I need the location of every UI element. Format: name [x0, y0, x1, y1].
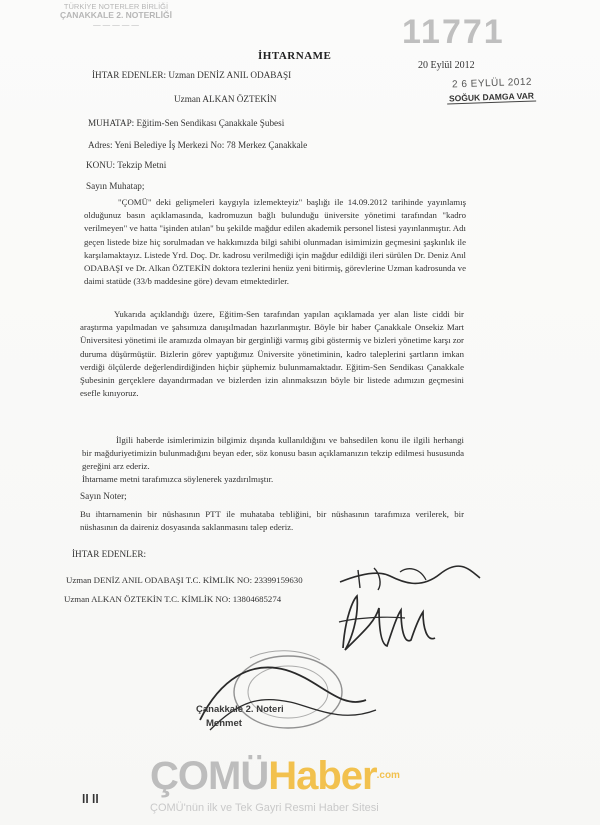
signatory-line-1: Uzman DENİZ ANIL ODABAŞI T.C. KİMLİK NO: 23399159630: [66, 575, 303, 585]
notary-stamp-line: TÜRKİYE NOTERLER BİRLİĞİ: [63, 2, 169, 11]
notary-stamp-line: — — — — —: [93, 20, 139, 29]
document-number-stamp: 11771: [402, 13, 505, 51]
paragraph-1: "ÇOMÜ" deki gelişmeleri kaygıyla izlemekteyiz" başlığı ile 14.09.2012 tarihinde yayınlamış olduğunuz basın açıklamasında, kadromuzun bağlı bulunduğu üniversite yönetimi tarafından "kadro verilmeyen" ve hatta "işinden atılan" bu şekilde mağdur edilen akademik personel listesi yayınlanmıştır. Adı geçen listede bize hiç sorulmadan ve hakkımızda bilgi sahibi olunmadan isimimizin geçmesini şaşkınlık ile karşılamaktayız. Listede Yrd. Doç. Dr. kadrosu verilmediği için mağdur edildiği ileri sürülen Dr. Deniz Anıl ODABAŞI ve Dr. Alkan ÖZTEKİN doktora tezlerini henüz yeni bitirmiş, görevlerine Uzman kadrosunda ve daimi statüde (33/b maddesine göre) devam etmektedirler.: [84, 197, 466, 287]
senders-line: İHTAR EDENLER: Uzman DENİZ ANIL ODABAŞI: [92, 70, 292, 80]
document-title: İHTARNAME: [258, 50, 332, 62]
signatory-line-2: Uzman ALKAN ÖZTEKİN T.C. KİMLİK NO: 13804685274: [64, 594, 282, 604]
greeting-2: Sayın Noter;: [80, 491, 127, 501]
notary-seal-text-2: Mehmet: [206, 718, 242, 729]
paragraph-3: İlgili haberde isimlerimizin bilgimiz dışında kullanıldığını ve bahsedilen konu ile ilgili herhangi bir mağduriyetimizin bulunmadığını beyan eder, söz konusu basın açıklamanızın tekzip edilmesi hususunda gereğini arz ederiz.: [82, 435, 464, 472]
paragraph-2: Yukarıda açıklandığı üzere, Eğitim-Sen tarafından yapılan açıklamada yer alan liste ciddi bir araştırma yapılmadan ve şahsımıza danışılmadan hazırlanmıştır. Böyle bir haber Çanakkale Onsekiz Mart Üniversitesi yönetimi ile aramızda olmayan bir gerginliği varmış gibi göstermiş ve bizleri yönetime karşı zor duruma düşürmüştür. Bizlerin görev yaptığımız Üniversite yönetiminin, kadro taleplerini şartların imkan verdiği ölçülerde değerlendirdiğinden hiçbir şüphemiz bulunmamaktadır. Eğitim-Sen Sendikası Çanakkale Şubesinin gerçeklere dayandırmadan ve bizlerden izin alınmaksızın böyle bir listede adımızın geçmesini esefle kınıyoruz.: [80, 309, 464, 399]
recipient-line: MUHATAP: Eğitim-Sen Sendikası Çanakkale Şubesi: [88, 118, 285, 128]
received-date-stamp: 2 6 EYLÜL 2012: [451, 76, 533, 91]
notary-seal: [190, 640, 390, 752]
watermark-logo-part1: ÇOMÜ: [150, 754, 269, 798]
senders-line-2: Uzman ALKAN ÖZTEKİN: [174, 94, 277, 104]
watermark-tagline: ÇOMÜ'nün ilk ve Tek Gayri Resmi Haber Sitesi: [150, 802, 379, 814]
watermark-logo-com: .com: [376, 770, 400, 781]
greeting: Sayın Muhatap;: [86, 181, 145, 191]
site-watermark: [150, 752, 460, 822]
watermark-logo-part2: Haber: [268, 754, 377, 798]
watermark-logo: [150, 752, 400, 800]
subject-line: KONU: Tekzip Metni: [86, 160, 167, 170]
signatures-heading: İHTAR EDENLER:: [72, 549, 147, 559]
date-line: 20 Eylül 2012: [418, 60, 475, 71]
notary-seal-text-1: Çanakkale 2. Noteri: [196, 704, 284, 715]
notary-stamp-line: ÇANAKKALE 2. NOTERLİĞİ: [60, 10, 172, 20]
cold-stamp-label: SOĞUK DAMGA VAR: [447, 90, 536, 104]
margin-marks: ll ll: [82, 792, 99, 806]
notary-header-stamp: [60, 2, 172, 38]
paragraph-5: Bu ihtarnamenin bir nüshasının PTT ile muhataba tebliğini, bir nüshasının tarafımıza verilerek, bir nüshasının da daireniz dosyasında saklanmasını talep ederiz.: [80, 509, 464, 533]
address-line: Adres: Yeni Belediye İş Merkezi No: 78 Merkez Çanakkale: [88, 140, 308, 150]
paragraph-4: İhtarname metni tarafımızca söylenerek yazdırılmıştır.: [82, 474, 274, 484]
